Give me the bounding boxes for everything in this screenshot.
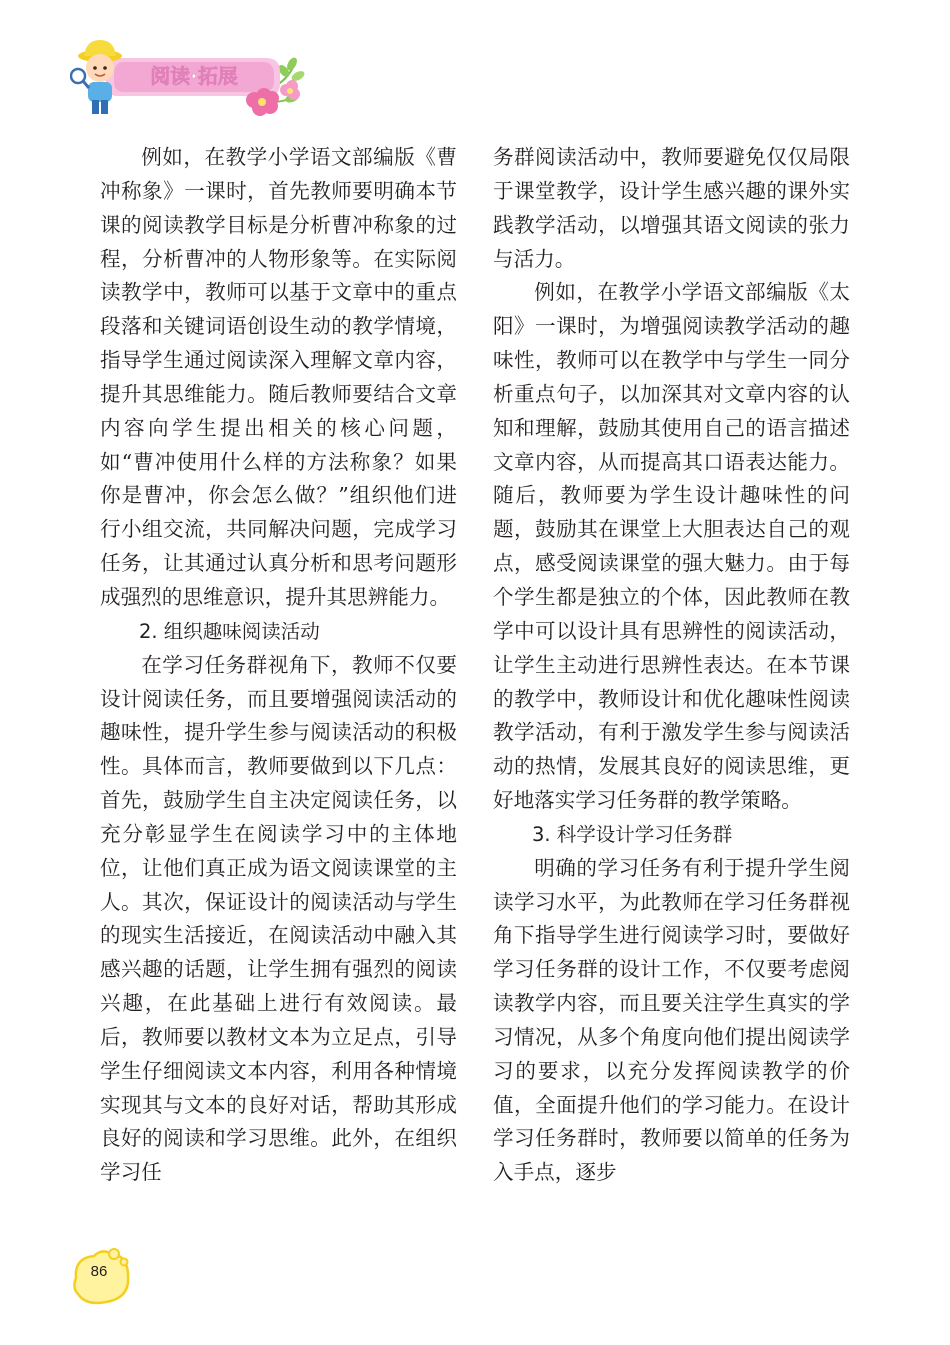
page-number: 86 (90, 1263, 108, 1280)
section-title: 阅读·拓展 (150, 64, 238, 88)
paragraph: 明确的学习任务有利于提升学生阅读学习水平，为此教师在学习任务群视角下指导学生进行阅读学习时，要做好学习任务群的设计工作，不仅要考虑阅读教学内容，而且要关注学生真实的学习情况，从多个角度向他们提出阅读学习的要求，以充分发挥阅读教学的价值，全面提升他们的学习能力。在设计学习任务群时，教师要以简单的任务为入手点，逐步 (493, 855, 850, 1185)
paragraph-continued: 务群阅读活动中，教师要避免仅仅局限于课堂教学，设计学生感兴趣的课外实践教学活动，以增强其语文阅读的张力与活力。 (493, 145, 850, 271)
paragraph: 例如，在教学小学语文部编版《太阳》一课时，为增强阅读教学活动的趣味性，教师可以在教学中与学生一同分析重点句子，以加深其对文章内容的认知和理解，鼓励其使用自己的语言描述文章内容，从而提高其口语表达能力。随后，教师要为学生设计趣味性的问题，鼓励其在课堂上大胆表达自己的观点，感受阅读课堂的强大魅力。由于每个学生都是独立的个体，因此教师在教学中可以设计具有思辨性的阅读活动，让学生主动进行思辨性表达。在本节课的教学中，教师设计和优化趣味性阅读教学活动，有利于激发学生参与阅读活动的热情，发展其良好的阅读思维，更好地落实学习任务群的教学策略。 (493, 280, 850, 813)
section-subheading: 3. 科学设计学习任务群 (532, 822, 733, 846)
paragraph: 在学习任务群视角下，教师不仅要设计阅读任务，而且要增强阅读活动的趣味性，提升学生参与阅读活动的积极性。具体而言，教师要做到以下几点：首先，鼓励学生自主决定阅读任务，以充分彰显学生在阅读学习中的主体地位，让他们真正成为语文阅读课堂的主人。其次，保证设计的阅读活动与学生的现实生活接近，在阅读活动中融入其感兴趣的话题，让学生拥有强烈的阅读兴趣，在此基础上进行有效阅读。最后，教师要以教材文本为立足点，引导学生仔细阅读文本内容，利用各种情境实现其与文本的良好对话，帮助其形成良好的阅读和学习思维。此外，在组织学习任 (100, 652, 457, 1185)
right-column (493, 141, 850, 1190)
left-column (100, 141, 457, 1190)
paragraph: 例如，在教学小学语文部编版《曹冲称象》一课时，首先教师要明确本节课的阅读教学目标是分析曹冲称象的过程，分析曹冲的人物形象等。在实际阅读教学中，教师可以基于文章中的重点段落和关键词语创设生动的教学情境，指导学生通过阅读深入理解文章内容，提升其思维能力。随后教师要结合文章内容向学生提出相关的核心问题，如“曹冲使用什么样的方法称象？如果你是曹冲，你会怎么做？”组织他们进行小组交流，共同解决问题，完成学习任务，让其通过认真分析和思考问题形成强烈的思维意识，提升其思辨能力。 (100, 145, 457, 609)
section-header (70, 38, 310, 118)
section-header-art (70, 38, 310, 118)
section-subheading: 2. 组织趣味阅读活动 (139, 619, 320, 643)
page-number-badge (66, 1244, 138, 1310)
